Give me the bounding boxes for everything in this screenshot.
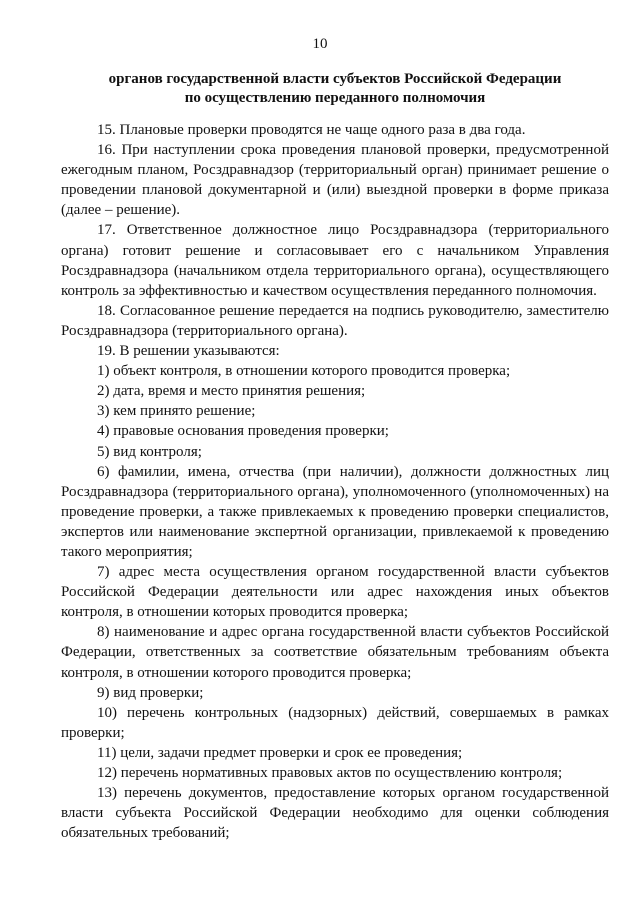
paragraph-18: 18. Согласованное решение передается на подпись руководителю, заместителю Росздравнадзора (территориального органа). — [61, 302, 609, 339]
paragraph-16: 16. При наступлении срока проведения плановой проверки, предусмотренной ежегодным планом, Росздравнадзор (территориальный орган) принимает решение о проведении плановой документарной и (или) выездной проверки в форме приказа (далее – решение). — [61, 142, 609, 219]
paragraph-17: 17. Ответственное должностное лицо Росздравнадзора (территориального органа) готовит решение и согласовывает его с начальником Управления Росздравнадзора (начальником отдела территориального органа), осуществляющего контроль за эффективностью и качеством осуществления переданного полномочия. — [61, 222, 609, 299]
list-item-11: 11) цели, задачи предмет проверки и срок ее проведения; — [97, 744, 463, 761]
list-item-2: 2) дата, время и место принятия решения; — [97, 383, 366, 400]
heading-line-2: по осуществлению переданного полномочия — [184, 90, 486, 106]
list-item-8: 8) наименование и адрес органа государственной власти субъектов Российской Федерации, ответственных за соответствие обязательным требованиям объекта контроля, в отношении которого проводится проверка; — [61, 624, 609, 681]
list-item-5: 5) вид контроля; — [97, 443, 202, 460]
list-item-4: 4) правовые основания проведения проверки; — [97, 423, 389, 440]
list-item-7: 7) адрес места осуществления органом государственной власти субъектов Российской Федерации деятельности или адрес нахождения иных объектов контроля, в отношении которых проводится проверка; — [61, 564, 609, 621]
list-item-1: 1) объект контроля, в отношении которого проводится проверка; — [97, 363, 511, 380]
list-item-3: 3) кем принято решение; — [97, 403, 256, 420]
list-item-12: 12) перечень нормативных правовых актов по осуществлению контроля; — [97, 765, 563, 781]
list-item-13: 13) перечень документов, предоставление которых органом государственной власти субъекта Российской Федерации необходимо для оценки соблюдения обязательных требований; — [61, 785, 609, 842]
list-item-10: 10) перечень контрольных (надзорных) действий, совершаемых в рамках проверки; — [61, 704, 609, 741]
heading-line-1: органов государственной власти субъектов Российской Федерации — [108, 71, 562, 87]
paragraph-19: 19. В решении указываются: — [97, 343, 280, 360]
section-heading — [60, 70, 610, 108]
page-number: 10 — [312, 36, 328, 52]
paragraph-15: 15. Плановые проверки проводятся не чаще одного раза в два года. — [97, 122, 526, 138]
list-item-9: 9) вид проверки; — [97, 684, 204, 701]
list-item-6: 6) фамилии, имена, отчества (при наличии), должности должностных лиц Росздравнадзора (территориального органа), уполномоченного (уполномоченных) на проведение проверки, а также привлекаемых к проведению проверки специалистов, экспертов или наименование экспертной организации, привлекаемой к проведению такого мероприятия; — [61, 463, 609, 560]
document-body — [61, 120, 609, 843]
